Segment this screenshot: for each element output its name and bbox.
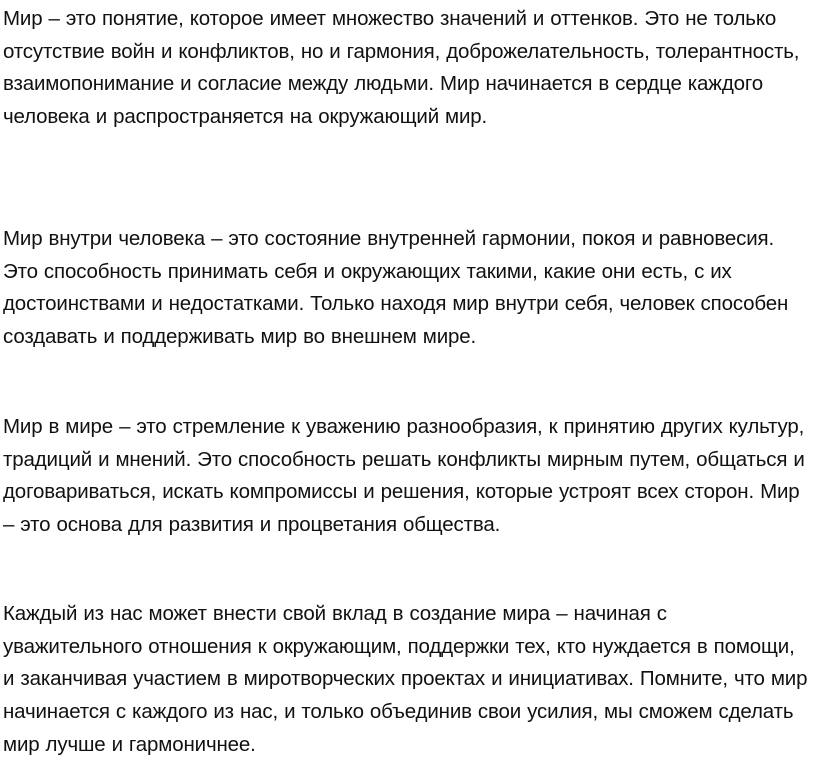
paragraph-inner-peace: Мир внутри человека – это состояние внутренней гармонии, покоя и равновесия. Это способность принимать себя и окружающих такими, какие они есть, с их достоинствами и недостатками. Только находя мир внутри себя, человек способен создавать и поддерживать мир во внешнем мире. (3, 227, 789, 349)
paragraph-contribution: Каждый из нас может внести свой вклад в создание мира – начиная с уважительного отношения к окружающим, поддержки тех, кто нуждается в помощи, и заканчивая участием в миротворческих проектах и инициативах. Помните, что мир начинается с каждого из нас, и только объединив свои усилия, мы сможем сделать мир лучше и гармоничнее. (3, 602, 808, 756)
paragraph-intro: Мир – это понятие, которое имеет множество значений и оттенков. Это не только отсутствие войн и конфликтов, но и гармония, доброжелательность, толерантность, взаимопонимание и согласие между людьми. Мир начинается в сердце каждого человека и распространяется на окружающий мир. (3, 7, 800, 129)
paragraph-world-peace: Мир в мире – это стремление к уважению разнообразия, к принятию других культур, традиций и мнений. Это способность решать конфликты мирным путем, общаться и договариваться, искать компромиссы и решения, которые устроят всех сторон. Мир – это основа для развития и процветания общества. (3, 415, 805, 537)
